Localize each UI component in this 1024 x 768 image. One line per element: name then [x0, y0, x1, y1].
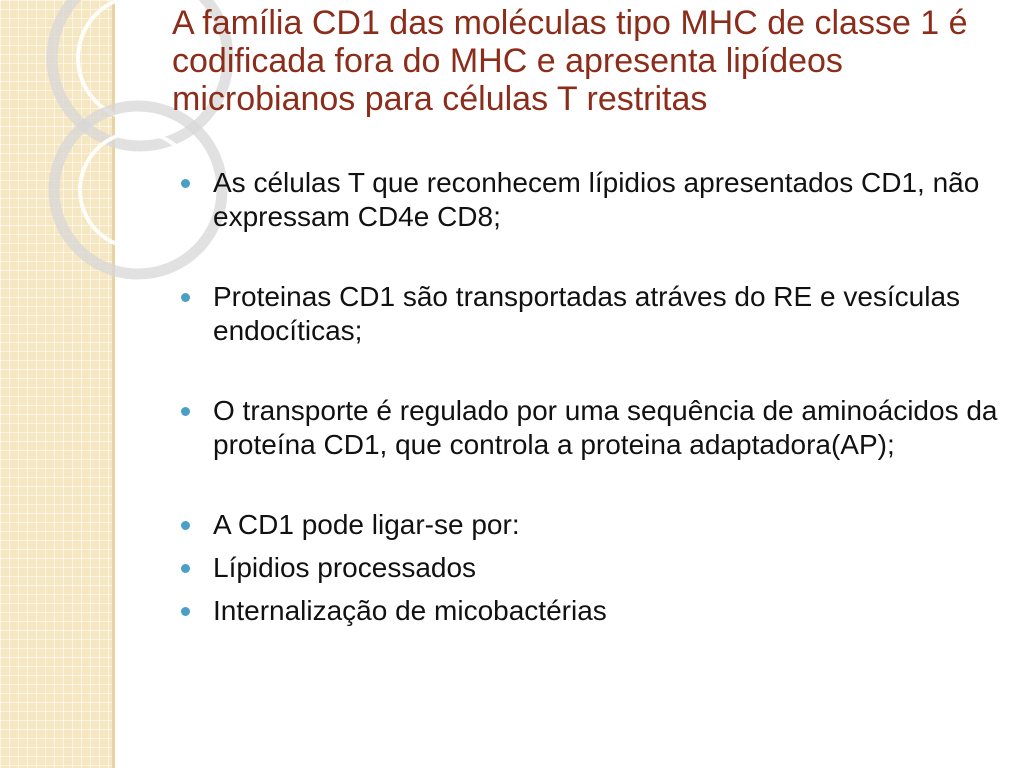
bullet-item — [180, 166, 1000, 234]
bullet-item — [180, 394, 1000, 462]
bullet-dot-icon — [181, 293, 190, 302]
bullet-item — [180, 551, 1000, 585]
bullet-item — [180, 280, 1000, 348]
bullet-text: As células T que reconhecem lípidios apresentados CD1, não expressam CD4e CD8; — [213, 167, 980, 232]
bullet-dot-icon — [181, 407, 190, 416]
bullet-item — [180, 508, 1000, 542]
bullet-item — [180, 594, 1000, 628]
slide-title: A família CD1 das moléculas tipo MHC de classe 1 é codificada fora do MHC e apresenta lipídeos microbianos para células T restritas — [172, 4, 968, 118]
bullet-text: Internalização de micobactérias — [213, 595, 607, 626]
bullet-dot-icon — [181, 179, 190, 188]
bullet-text: Lípidios processados — [213, 552, 477, 583]
bullet-text: O transporte é regulado por uma sequência de aminoácidos da proteína CD1, que controla a proteina adaptadora(AP); — [213, 395, 998, 460]
bullet-dot-icon — [181, 564, 190, 573]
bullet-dot-icon — [181, 521, 190, 530]
bullet-list — [180, 166, 1000, 628]
bullet-text: Proteinas CD1 são transportadas atráves do RE e vesículas endocíticas; — [213, 281, 961, 346]
bullet-text: A CD1 pode ligar-se por: — [213, 509, 520, 540]
bullet-dot-icon — [181, 607, 190, 616]
